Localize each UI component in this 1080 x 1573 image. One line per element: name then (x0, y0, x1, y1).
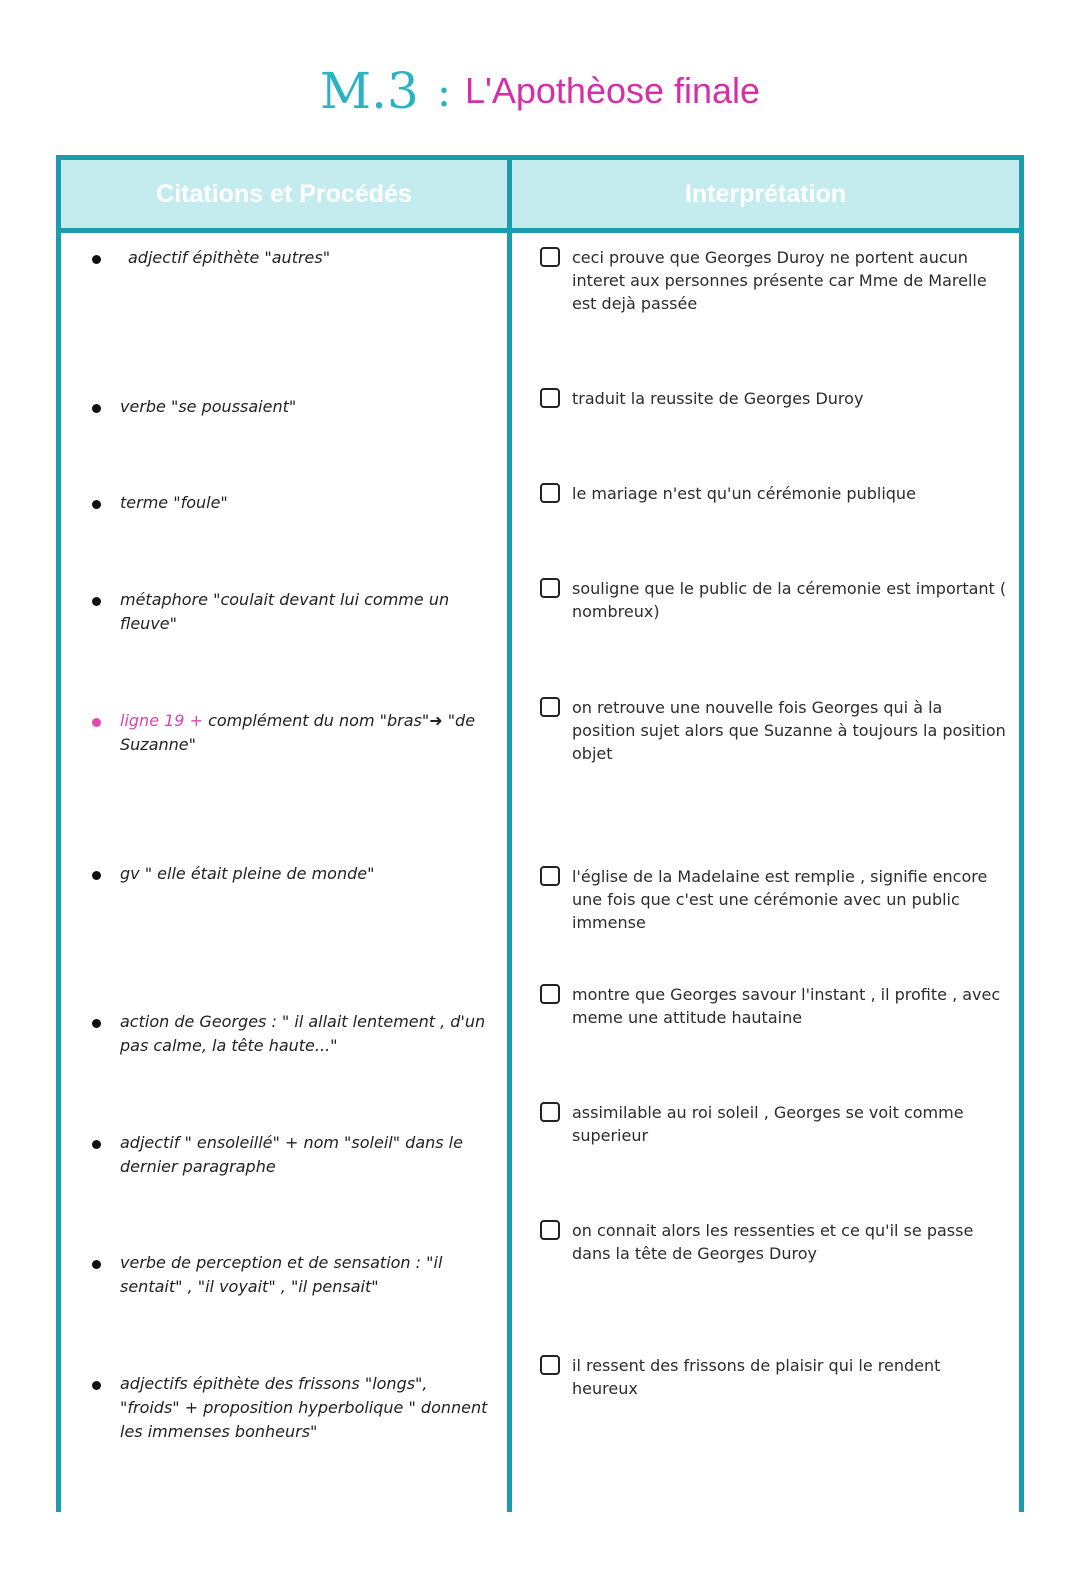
checkbox[interactable] (540, 1355, 560, 1375)
table-left-border (56, 155, 61, 1512)
citation-item (92, 1372, 492, 1444)
citation-text: gv " elle était pleine de monde" (120, 864, 375, 883)
header-interpretation: Interprétation (512, 160, 1019, 228)
citation-text: métaphore "coulait devant lui comme un fleuve" (120, 590, 450, 633)
interpretation-item (540, 1354, 1008, 1400)
checkbox[interactable] (540, 697, 560, 717)
checkbox[interactable] (540, 866, 560, 886)
notes-table (56, 155, 1024, 1512)
checkbox[interactable] (540, 483, 560, 503)
bullet-icon (92, 255, 101, 264)
citation-item (92, 709, 492, 757)
citation-text: verbe de perception et de sensation : "il sentait" , "il voyait" , "il pensait" (120, 1253, 443, 1296)
interpretation-item (540, 246, 1008, 315)
interpretation-item (540, 482, 1008, 505)
citation-item (92, 1010, 492, 1058)
bullet-icon (92, 718, 101, 727)
citation-text: adjectif " ensoleillé" + nom "soleil" dans le dernier paragraphe (120, 1133, 463, 1176)
interpretation-item (540, 1219, 1008, 1265)
interpretation-item (540, 577, 1008, 623)
header-citations: Citations et Procédés (61, 160, 507, 228)
interpretation-text: le mariage n'est qu'un cérémonie publique (572, 484, 916, 503)
interpretation-text: traduit la reussite de Georges Duroy (572, 389, 864, 408)
interpretation-text: ceci prouve que Georges Duroy ne portent aucun interet aux personnes présente car Mme de Marelle est dejà passée (572, 248, 987, 313)
table-right-border (1019, 155, 1024, 1512)
citation-text: adjectif épithète "autres" (128, 248, 331, 267)
bullet-icon (92, 1260, 101, 1269)
interpretation-text: souligne que le public de la céremonie est important ( nombreux) (572, 579, 1007, 621)
interpretation-text: l'église de la Madelaine est remplie , signifie encore une fois que c'est une cérémonie avec un public immense (572, 867, 988, 932)
header-bottom-border (56, 228, 1024, 233)
interpretation-text: il ressent des frissons de plaisir qui le rendent heureux (572, 1356, 941, 1398)
citation-detail: complément du nom "bras"➜ "de Suzanne" (120, 711, 476, 754)
interpretation-item (540, 865, 1008, 934)
interpretation-text: on connait alors les ressenties et ce qu'il se passe dans la tête de Georges Duroy (572, 1221, 974, 1263)
page-title (0, 62, 1080, 120)
bullet-icon (92, 597, 101, 606)
bullet-icon (92, 1381, 101, 1390)
citation-item (92, 246, 492, 270)
checkbox[interactable] (540, 247, 560, 267)
title-text: L'Apothèose finale (464, 70, 761, 111)
checkbox[interactable] (540, 578, 560, 598)
interpretation-item (540, 696, 1008, 765)
title-colon: : (436, 66, 451, 116)
bullet-icon (92, 404, 101, 413)
bullet-icon (92, 500, 101, 509)
checkbox[interactable] (540, 1220, 560, 1240)
citation-text: terme "foule" (120, 493, 228, 512)
citation-item (92, 491, 492, 515)
citation-item (92, 1251, 492, 1299)
title-code: M.3 (319, 62, 419, 120)
interpretation-text: assimilable au roi soleil , Georges se voit comme superieur (572, 1103, 964, 1145)
citation-text: adjectifs épithète des frissons "longs", "froids" + proposition hyperbolique " donnent les immenses bonheurs" (120, 1374, 488, 1441)
line-reference: ligne 19 (120, 711, 185, 730)
interpretation-item (540, 387, 1008, 410)
plus-sign: + (189, 711, 203, 730)
interpretation-text: montre que Georges savour l'instant , il profite , avec meme une attitude hautaine (572, 985, 1001, 1027)
citation-item (92, 862, 492, 886)
bullet-icon (92, 1140, 101, 1149)
checkbox[interactable] (540, 984, 560, 1004)
citation-item (92, 395, 492, 419)
citation-item (92, 588, 492, 636)
citation-item (92, 1131, 492, 1179)
table-middle-border (507, 155, 512, 1512)
checkbox[interactable] (540, 1102, 560, 1122)
checkbox[interactable] (540, 388, 560, 408)
bullet-icon (92, 1019, 101, 1028)
interpretation-item (540, 1101, 1008, 1147)
citation-text: verbe "se poussaient" (120, 397, 297, 416)
bullet-icon (92, 871, 101, 880)
citation-text: action de Georges : " il allait lentement , d'un pas calme, la tête haute..." (120, 1012, 486, 1055)
interpretation-item (540, 983, 1008, 1029)
interpretation-text: on retrouve une nouvelle fois Georges qui à la position sujet alors que Suzanne à toujours la position objet (572, 698, 1006, 763)
citation-text (120, 709, 492, 757)
